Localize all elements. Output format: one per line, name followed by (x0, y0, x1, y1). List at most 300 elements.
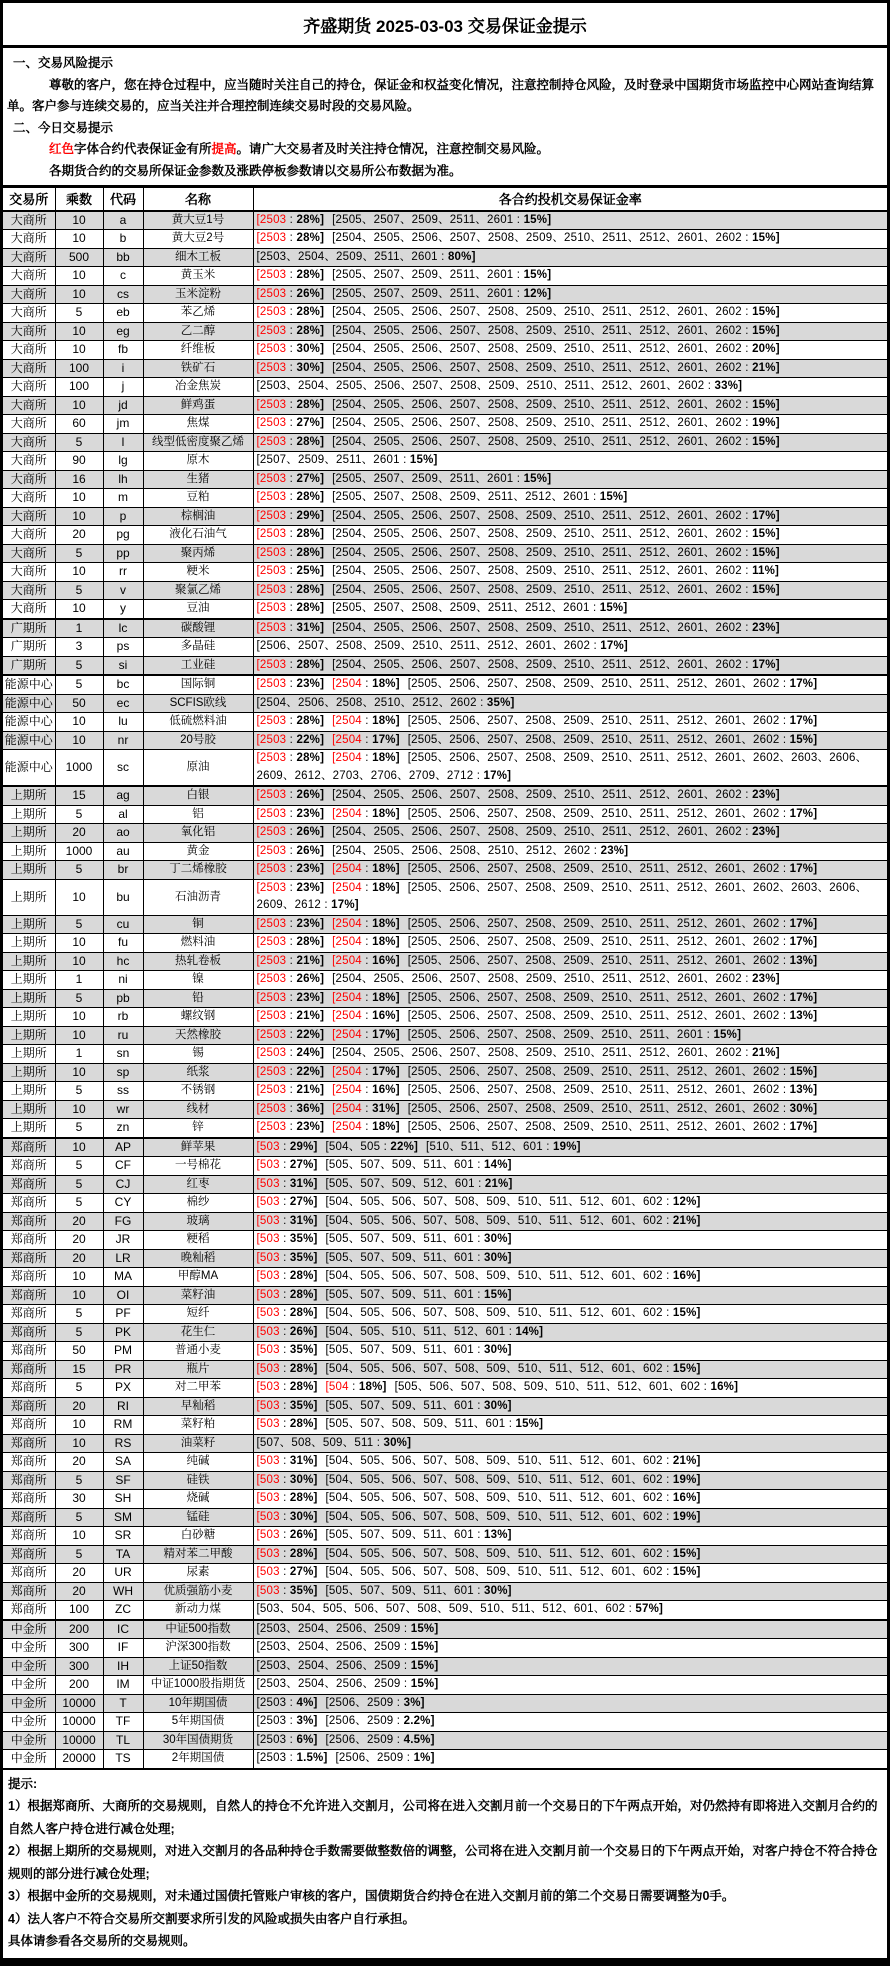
footer-notes (3, 1770, 887, 1958)
table-row (3, 581, 887, 600)
rate-segment: [2504、​2505、​2506、​2507、​2508、​2509、​2510、​2511、​2512、​2601、​2602 : 23%] (332, 973, 780, 985)
margin-rates-cell (253, 452, 887, 471)
multiplier-cell: 5 (55, 1471, 103, 1490)
name-cell: 上证50指数 (143, 1657, 253, 1676)
margin-rate-value: 28%] (296, 269, 325, 281)
margin-rate-value: 28%] (289, 1381, 318, 1393)
exchange-cell: 大商所 (3, 304, 55, 323)
margin-rates-cell (253, 415, 887, 434)
contract-months: [2504、​2505、​2506、​2507、​2508、​2509、​2510、​2511、​2512、​2601、​2602 (332, 528, 742, 540)
margin-table-body (3, 211, 887, 1769)
margin-rate-value: 18%] (372, 752, 400, 764)
margin-rate-value: 35%] (289, 1233, 318, 1245)
code-cell: l (103, 433, 143, 452)
rate-segment: [2504、​2505、​2506、​2507、​2508、​2509、​2510、​2511、​2512、​2601、​2602 : 21%] (332, 361, 780, 374)
multiplier-cell: 5 (55, 675, 103, 694)
name-cell: 新动力煤 (143, 1601, 253, 1620)
exchange-cell: 广期所 (3, 656, 55, 675)
name-cell: 焦煤 (143, 415, 253, 434)
margin-rates-cell (253, 731, 887, 750)
name-cell: 中证500指数 (143, 1620, 253, 1639)
name-cell: 菜籽粕 (143, 1416, 253, 1435)
margin-rate-value: 21%] (752, 361, 780, 374)
code-cell: a (103, 211, 143, 230)
table-row (3, 230, 887, 249)
raised-contract-months: [503 (256, 1214, 280, 1227)
rate-segment: [503 : 28%] (256, 1418, 318, 1430)
raised-contract-months: [2503 (256, 361, 287, 374)
margin-rate-value: 35%] (486, 696, 515, 709)
rate-segment: [2506、​2509 : 2.2%] (325, 1715, 435, 1727)
raised-contract-months: [2503 (256, 269, 287, 281)
margin-rates-cell (253, 304, 887, 323)
name-cell: 鲜苹果 (143, 1138, 253, 1157)
rate-segment: [503 : 35%] (256, 1233, 318, 1245)
margin-rate-value: 28%] (289, 1270, 318, 1282)
exchange-cell: 郑商所 (3, 1212, 55, 1231)
name-cell: 燃料油 (143, 934, 253, 953)
name-cell: 花生仁 (143, 1323, 253, 1342)
multiplier-cell: 20 (55, 1397, 103, 1416)
table-row (3, 1582, 887, 1601)
margin-rate-value: 21%] (672, 1455, 701, 1467)
exchange-cell: 能源中心 (3, 713, 55, 732)
margin-rate-value: 26%] (296, 826, 325, 838)
name-cell: 精对苯二甲酸 (143, 1545, 253, 1564)
margin-rate-value: 15%] (752, 435, 780, 448)
exchange-cell: 上期所 (3, 824, 55, 843)
margin-rate-value: 13%] (789, 1010, 818, 1022)
code-cell: PR (103, 1360, 143, 1379)
exchange-cell: 郑商所 (3, 1490, 55, 1509)
rate-segment: [505、​507、​509、​511、​601 : 30%] (325, 1399, 512, 1412)
margin-rate-value: 15%] (672, 1566, 701, 1578)
margin-rate-value: 22%] (296, 733, 325, 746)
rate-segment: [2504 : 18%] (332, 881, 400, 894)
margin-rates-cell (253, 563, 887, 582)
margin-rate-value: 16%] (672, 1270, 701, 1282)
raised-contract-months: [2503 (256, 1102, 287, 1115)
code-cell: MA (103, 1268, 143, 1287)
margin-rate-value: 31%] (296, 621, 325, 634)
margin-rate-value: 16%] (672, 1492, 701, 1504)
margin-rate-value: 28%] (296, 324, 325, 337)
code-cell: i (103, 359, 143, 378)
contract-months: [2504、​2505、​2506、​2507、​2508、​2509、​2510、​2511、​2512、​2601、​2602 (332, 398, 742, 411)
name-cell: 氧化铝 (143, 824, 253, 843)
raised-contract-months: [2503 (256, 973, 287, 985)
contract-months: [2504、​2505、​2506、​2507、​2508、​2509、​2510、​2511、​2512、​2601、​2602 (332, 509, 742, 522)
name-cell: 碳酸锂 (143, 619, 253, 638)
raised-contract-months: [503 (256, 1307, 280, 1319)
exchange-cell: 郑商所 (3, 1194, 55, 1213)
name-cell: 纯碱 (143, 1453, 253, 1472)
code-cell: ag (103, 786, 143, 805)
margin-rate-value: 28%] (296, 232, 325, 244)
multiplier-cell: 5 (55, 861, 103, 880)
code-cell: CF (103, 1157, 143, 1176)
margin-rate-value: 22%] (390, 1140, 419, 1153)
multiplier-cell: 90 (55, 452, 103, 471)
raised-contract-months: [2504 (332, 917, 362, 930)
rate-segment: [507、​508、​509、​511 : 30%] (256, 1436, 412, 1449)
name-cell: 豆粕 (143, 489, 253, 508)
name-cell: 沪深300指数 (143, 1639, 253, 1658)
rate-segment: [2504 : 17%] (332, 1028, 400, 1041)
name-cell: 甲醇MA (143, 1268, 253, 1287)
contract-months: [2504、​2505、​2506、​2507、​2508、​2509、​2510、​2511、​2512、​2601、​2602 (332, 583, 742, 596)
rate-segment: [505、​507、​509、​511、​601 : 14%] (325, 1159, 512, 1171)
raised-contract-months: [503 (256, 1325, 280, 1338)
contract-months: [2506、​2507、​2508、​2509、​2510、​2511、​2512、​2601、​2602 (256, 640, 591, 652)
table-row (3, 359, 887, 378)
margin-rates-cell (253, 713, 887, 732)
multiplier-cell: 5 (55, 304, 103, 323)
code-cell: cu (103, 915, 143, 934)
contract-months: [2503、​2504、​2506、​2509 (256, 1659, 401, 1672)
contract-months: [2505、​2506、​2507、​2508、​2509、​2510、​2511、​2512、​2601、​2602 (407, 678, 780, 690)
table-row (3, 952, 887, 971)
margin-rate-value: 6%] (296, 1733, 318, 1746)
margin-rates-cell (253, 1008, 887, 1027)
name-cell: 早籼稻 (143, 1397, 253, 1416)
name-cell: 5年期国债 (143, 1713, 253, 1732)
rate-segment: [503 : 26%] (256, 1325, 318, 1338)
table-row (3, 1026, 887, 1045)
rate-segment: [2506、​2507、​2508、​2509、​2510、​2511、​2512、​2601、​2602 : 17%] (256, 640, 628, 652)
margin-rate-value: 30%] (484, 1233, 512, 1245)
code-cell: eg (103, 322, 143, 341)
table-row (3, 694, 887, 713)
code-cell: fb (103, 341, 143, 360)
risk-section-body: 尊敬的客户，您在持仓过程中，应当随时关注自己的持仓，保证金和权益变化情况，注意控制持仓风险，及时登录中国期货市场监控中心网站查询结算单。客户参与连续交易的，应当关注并合理控制连续交易时段的交易风险。 (7, 77, 875, 113)
contract-months: [2506、​2509 (335, 1752, 404, 1764)
rate-segment: [504、​505、​506、​507、​508、​509、​510、​511、​512、​601、​602 : 21%] (325, 1214, 701, 1227)
name-cell: 棕榈油 (143, 507, 253, 526)
margin-rate-value: 11%] (752, 565, 780, 577)
name-cell: 黄金 (143, 842, 253, 861)
margin-rate-value: 26%] (296, 789, 325, 801)
table-row (3, 1157, 887, 1176)
exchange-cell: 上期所 (3, 1063, 55, 1082)
margin-rate-value: 30%] (484, 1399, 512, 1412)
rate-segment: [2504、​2505、​2506、​2507、​2508、​2509、​2510、​2511、​2512、​2601、​2602 : 17%] (332, 509, 780, 522)
raised-contract-months: [2503 (256, 565, 287, 577)
margin-rate-value: 28%] (296, 398, 325, 411)
name-cell: 优质强筋小麦 (143, 1582, 253, 1601)
code-cell: TF (103, 1713, 143, 1732)
multiplier-cell: 10 (55, 322, 103, 341)
multiplier-cell: 20 (55, 824, 103, 843)
code-cell: nr (103, 731, 143, 750)
code-cell: PF (103, 1305, 143, 1324)
raised-contract-months: [504 (325, 1381, 349, 1393)
code-cell: ni (103, 971, 143, 990)
code-cell: UR (103, 1564, 143, 1583)
raised-contract-months: [503 (256, 1381, 280, 1393)
margin-rates-cell (253, 675, 887, 694)
raised-contract-months: [2504 (332, 807, 362, 820)
contract-months: [503、​504、​505、​506、​507、​508、​509、​510、​511、​512、​601、​602 (256, 1603, 626, 1615)
table-row (3, 1268, 887, 1287)
table-row (3, 507, 887, 526)
margin-rate-value: 28%] (289, 1307, 318, 1319)
rate-segment: [2503 : 28%] (256, 936, 325, 948)
table-row (3, 1063, 887, 1082)
margin-rate-value: 15%] (752, 398, 780, 411)
multiplier-cell: 100 (55, 1601, 103, 1620)
rate-segment: [2504 : 17%] (332, 1065, 400, 1078)
raised-contract-months: [503 (256, 1473, 280, 1486)
margin-rate-value: 35%] (289, 1344, 318, 1356)
code-cell: SF (103, 1471, 143, 1490)
margin-rate-value: 28%] (289, 1492, 318, 1504)
code-cell: bu (103, 879, 143, 915)
rate-segment: [2503、​2504、​2506、​2509 : 15%] (256, 1659, 439, 1672)
code-cell: lu (103, 713, 143, 732)
rate-segment: [2503 : 27%] (256, 417, 325, 429)
margin-rates-cell (253, 824, 887, 843)
margin-rate-value: 28%] (296, 936, 325, 948)
margin-rates-cell (253, 1601, 887, 1620)
rate-segment: [503 : 27%] (256, 1159, 318, 1171)
table-row (3, 470, 887, 489)
table-row (3, 1119, 887, 1138)
exchange-cell: 大商所 (3, 470, 55, 489)
rate-segment: [503 : 28%] (256, 1288, 318, 1301)
rate-segment: [2503 : 28%] (256, 232, 325, 244)
margin-rate-value: 31%] (372, 1102, 400, 1115)
margin-rate-value: 30%] (289, 1510, 318, 1523)
table-row (3, 1231, 887, 1250)
note-line: 1）根据郑商所、大商所的交易规则，自然人的持仓不允许进入交割月，公司将在进入交割月前一个交易日的下午两点开始，对仍然持有即将进入交割月合约的自然人客户持仓进行减仓处理; (8, 1799, 878, 1836)
contract-months: [2504、​2505、​2506、​2507、​2508、​2509、​2510、​2511、​2512、​2601、​2602 (332, 546, 742, 559)
contract-months: [505、​507、​509、​512、​601 (325, 1177, 475, 1190)
rate-segment: [505、​507、​509、​511、​601 : 13%] (325, 1529, 512, 1541)
multiplier-cell: 5 (55, 1545, 103, 1564)
exchange-cell: 郑商所 (3, 1323, 55, 1342)
rate-segment: [2503 : 22%] (256, 1028, 325, 1041)
name-cell: 不锈钢 (143, 1082, 253, 1101)
code-cell: m (103, 489, 143, 508)
rate-segment: [2506、​2509 : 3%] (325, 1696, 425, 1709)
exchange-cell: 大商所 (3, 507, 55, 526)
header-code: 代码 (103, 187, 143, 211)
margin-rate-value: 15%] (752, 583, 780, 596)
margin-rate-value: 21%] (672, 1214, 701, 1227)
contract-months: [2504、​2505、​2506、​2507、​2508、​2509、​2510、​2511、​2512、​2601、​2602 (332, 232, 742, 244)
rate-segment: [2504 : 18%] (332, 991, 400, 1004)
margin-rate-value: 17%] (789, 917, 818, 930)
code-cell: IH (103, 1657, 143, 1676)
contract-months: [2503、​2504、​2505、​2506、​2507、​2508、​2509、​2510、​2511、​2512、​2601、​2602 (256, 380, 705, 392)
margin-rates-cell (253, 1564, 887, 1583)
margin-rates-cell (253, 211, 887, 230)
raised-contract-months: [2503 (256, 213, 287, 226)
margin-rate-value: 3%] (296, 1715, 318, 1727)
multiplier-cell: 15 (55, 1360, 103, 1379)
rate-segment: [2503 : 26%] (256, 789, 325, 801)
code-cell: wr (103, 1100, 143, 1119)
raised-contract-months: [2503 (256, 306, 287, 318)
raised-contract-months: [2503 (256, 1028, 287, 1041)
multiplier-cell: 10000 (55, 1694, 103, 1713)
exchange-cell: 中金所 (3, 1713, 55, 1732)
margin-rate-value: 15%] (599, 491, 628, 503)
table-row (3, 1360, 887, 1379)
margin-rate-value: 23%] (752, 789, 780, 801)
table-row (3, 1175, 887, 1194)
name-cell: 一号棉花 (143, 1157, 253, 1176)
notice-text: 字体合约代表保证金有所 (74, 142, 212, 156)
margin-rates-cell (253, 656, 887, 675)
raised-contract-months: [2504 (332, 1121, 362, 1133)
table-row (3, 750, 887, 787)
rate-segment: [2503 : 26%] (256, 844, 325, 857)
margin-rate-value: 12%] (523, 287, 552, 300)
exchange-cell: 郑商所 (3, 1379, 55, 1398)
contract-months: [505、​507、​509、​511、​601 (325, 1251, 474, 1264)
code-cell: T (103, 1694, 143, 1713)
margin-rate-value: 33%] (714, 380, 743, 392)
multiplier-cell: 20 (55, 526, 103, 545)
rate-segment: [2505、​2506、​2507、​2508、​2509、​2510、​2511、​2512、​2601、​2602、​2603、​2606、​2609、​2612 : 17%] (256, 881, 868, 911)
margin-rate-value: 18%] (372, 1121, 400, 1133)
contract-months: [505、​507、​509、​511、​601 (325, 1159, 474, 1171)
code-cell: j (103, 378, 143, 397)
multiplier-cell: 10 (55, 1138, 103, 1157)
margin-rates-cell (253, 1360, 887, 1379)
code-cell: SH (103, 1490, 143, 1509)
raised-contract-months: [2503 (256, 343, 287, 355)
margin-rate-value: 15%] (752, 306, 780, 318)
multiplier-cell: 5 (55, 581, 103, 600)
contract-months: [504、​505、​506、​507、​508、​509、​510、​511、​512、​601、​602 (325, 1455, 663, 1467)
margin-rates-cell (253, 1194, 887, 1213)
margin-rate-value: 13%] (789, 1084, 818, 1096)
margin-rates-cell (253, 230, 887, 249)
raised-contract-months: [2504 (332, 936, 362, 948)
rate-segment: [2504 : 18%] (332, 678, 400, 690)
table-row (3, 341, 887, 360)
name-cell: 纤维板 (143, 341, 253, 360)
margin-rates-cell (253, 1750, 887, 1769)
raised-contract-months: [2504 (332, 991, 362, 1004)
code-cell: lg (103, 452, 143, 471)
multiplier-cell: 200 (55, 1620, 103, 1639)
exchange-cell: 大商所 (3, 544, 55, 563)
multiplier-cell: 10 (55, 489, 103, 508)
rate-segment: [2504、​2506、​2508、​2510、​2512、​2602 : 35%] (256, 696, 515, 709)
margin-rate-value: 17%] (331, 899, 359, 911)
name-cell: 丁二烯橡胶 (143, 861, 253, 880)
raised-contract-months: [503 (256, 1584, 280, 1597)
margin-rate-value: 21%] (296, 1010, 325, 1022)
margin-rates-cell (253, 842, 887, 861)
table-row (3, 1397, 887, 1416)
rate-segment: [2504、​2505、​2506、​2507、​2508、​2509、​2510、​2511、​2512、​2601、​2602 : 23%] (332, 789, 780, 801)
name-cell: 尿素 (143, 1564, 253, 1583)
table-row (3, 1508, 887, 1527)
margin-rate-value: 21%] (752, 1047, 780, 1059)
raised-contract-months: [2504 (332, 1084, 362, 1096)
multiplier-cell: 10 (55, 563, 103, 582)
multiplier-cell: 10000 (55, 1731, 103, 1750)
rate-segment: [503 : 27%] (256, 1196, 318, 1208)
raised-contract-months: [2504 (332, 752, 362, 764)
contract-months: [505、​507、​509、​511、​601 (325, 1584, 474, 1597)
margin-rate-value: 30%] (296, 343, 325, 355)
margin-rate-value: 15%] (672, 1362, 701, 1375)
margin-rate-value: 29%] (289, 1140, 318, 1153)
margin-rates-cell (253, 1175, 887, 1194)
rate-segment: [504、​505、​506、​507、​508、​509、​510、​511、​512、​601、​602 : 15%] (325, 1566, 701, 1578)
code-cell: br (103, 861, 143, 880)
margin-rate-value: 27%] (296, 472, 325, 485)
raised-contract-months: [2503 (256, 621, 287, 634)
raised-contract-months: [2504 (332, 881, 362, 894)
exchange-cell: 郑商所 (3, 1268, 55, 1287)
margin-rates-cell (253, 285, 887, 304)
rate-segment: [2505、​2506、​2507、​2508、​2509、​2510、​2511、​2512、​2601、​2602 : 17%] (407, 1121, 818, 1133)
name-cell: 烧碱 (143, 1490, 253, 1509)
code-cell: SA (103, 1453, 143, 1472)
rate-segment: [2505、​2507、​2509、​2511、​2601 : 15%] (332, 269, 552, 281)
name-cell: 棉纱 (143, 1194, 253, 1213)
margin-rate-value: 17%] (789, 807, 818, 820)
rate-segment: [503 : 28%] (256, 1270, 318, 1282)
margin-rate-value: 17%] (600, 640, 628, 652)
table-row (3, 452, 887, 471)
margin-rate-value: 15%] (410, 1678, 439, 1690)
margin-rates-cell (253, 1713, 887, 1732)
table-row (3, 1731, 887, 1750)
exchange-cell: 大商所 (3, 322, 55, 341)
name-cell: 鲜鸡蛋 (143, 396, 253, 415)
table-row (3, 1545, 887, 1564)
code-cell: pp (103, 544, 143, 563)
rate-segment: [2503 : 26%] (256, 287, 325, 300)
rate-segment: [2503 : 29%] (256, 509, 325, 522)
rate-segment: [2504、​2505、​2506、​2507、​2508、​2509、​2510、​2511、​2512、​2601、​2602 : 19%] (332, 417, 780, 429)
contract-months: [2504、​2505、​2506、​2507、​2508、​2509、​2510、​2511、​2512、​2601、​2602 (332, 565, 742, 577)
rate-segment: [2504、​2505、​2506、​2507、​2508、​2509、​2510、​2511、​2512、​2601、​2602 : 15%] (332, 232, 780, 244)
code-cell: c (103, 267, 143, 286)
rate-segment: [2504、​2505、​2506、​2507、​2508、​2509、​2510、​2511、​2512、​2601、​2602 : 15%] (332, 528, 780, 540)
rate-segment: [2505、​2506、​2507、​2508、​2509、​2510、​2511、​2512、​2601、​2602 : 13%] (407, 1010, 818, 1022)
exchange-cell: 中金所 (3, 1676, 55, 1695)
contract-months: [504、​505 (325, 1140, 381, 1153)
rate-segment: [2503 : 21%] (256, 1010, 325, 1022)
rate-segment: [2503 : 28%] (256, 306, 325, 318)
margin-rates-cell (253, 952, 887, 971)
multiplier-cell: 10 (55, 285, 103, 304)
rate-segment: [2503、​2504、​2506、​2509 : 15%] (256, 1641, 439, 1653)
exchange-cell: 大商所 (3, 230, 55, 249)
contract-months: [2504、​2505、​2506、​2507、​2508、​2509、​2510、​2511、​2512、​2601、​2602 (332, 417, 742, 429)
raised-contract-months: [2503 (256, 602, 287, 614)
table-row (3, 1471, 887, 1490)
name-cell: 油菜籽 (143, 1434, 253, 1453)
raised-contract-months: [2503 (256, 472, 287, 485)
margin-rate-value: 17%] (752, 658, 780, 671)
margin-rate-value: 26%] (289, 1325, 318, 1338)
rate-segment: [2504 : 18%] (332, 863, 400, 875)
raised-contract-months: [2504 (332, 733, 362, 746)
raised-contract-months: [2503 (256, 1047, 287, 1059)
name-cell: 低硫燃料油 (143, 713, 253, 732)
rate-segment: [503 : 28%] (256, 1492, 318, 1504)
